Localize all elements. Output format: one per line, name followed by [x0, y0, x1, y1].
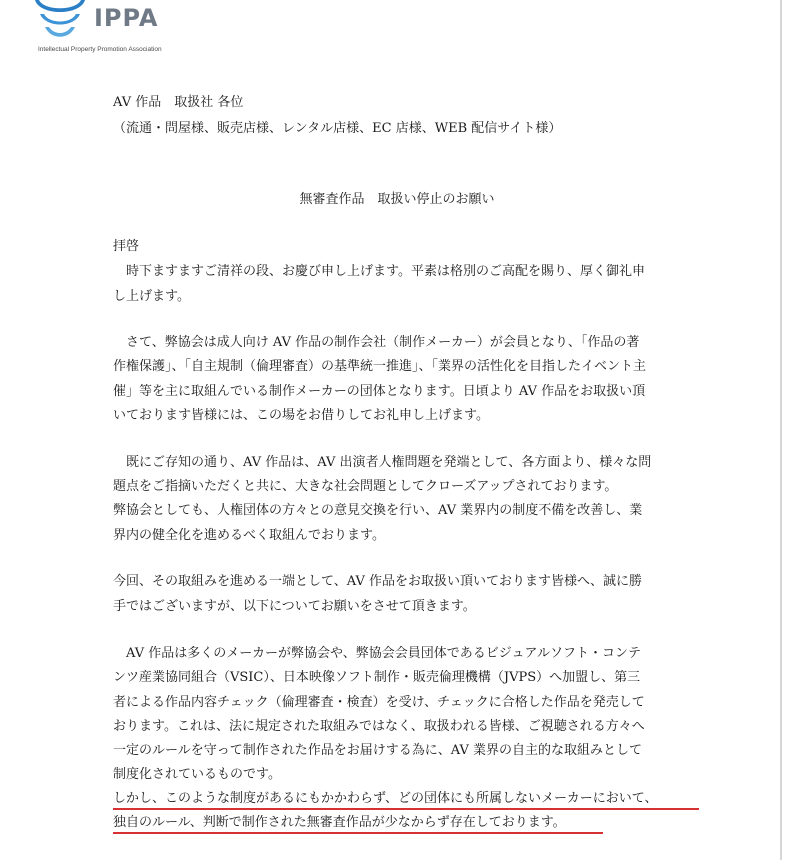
paragraph-2-line: さて、弊協会は成人向け AV 作品の制作会社（制作メーカー）が会員となり、「作品の著	[113, 335, 640, 350]
paragraph-5-line: AV 作品は多くのメーカーが弊協会や、弊協会会員団体であるビジュアルソフト・コンテ	[113, 646, 641, 661]
paragraph-4-line: 手ではございますが、以下についてお願いをさせて頂きます。	[113, 599, 476, 614]
red-underline	[113, 832, 603, 834]
page-edge-rule	[780, 0, 782, 860]
red-underline	[113, 808, 699, 810]
paragraph-4-line: 今回、その取組みを進める一端として、AV 作品をお取扱い頂いております皆様へ、誠に勝	[113, 574, 643, 589]
paragraph-3-line: 弊協会としても、人権団体の方々との意見交換を行い、AV 業界内の制度不備を改善し、業	[113, 503, 643, 518]
paragraph-5-line: おります。これは、法に規定された取組みではなく、取扱われる皆様、ご視聴される方々へ	[113, 719, 645, 734]
paragraph-5-line: 制度化されているものです。	[113, 767, 281, 782]
logo-subtitle: Intellectual Property Promotion Association	[38, 46, 162, 53]
paragraph-2-line: 催」等を主に取組んでいる制作メーカーの団体となります。日頃より AV 作品をお取扱い頂	[113, 384, 646, 399]
paragraph-1-line: 時下ますますご清祥の段、お慶び申し上げます。平素は格別のご高配を賜り、厚く御礼申	[113, 264, 645, 279]
paragraph-2-line: 作権保護」、「自主規制（倫理審査）の基準統一推進」、「業界の活性化を目指したイベント主	[113, 359, 647, 374]
paragraph-1-line: し上げます。	[113, 289, 190, 304]
ippa-logo	[32, 0, 192, 62]
paragraph-3-line: 題点をご指摘いただくと共に、大きな社会問題としてクローズアップされております。	[113, 479, 618, 494]
document-title: 無審査作品 取扱い停止のお願い	[299, 192, 495, 207]
salutation: 拝啓	[113, 239, 140, 254]
paragraph-3-line: 界内の健全化を進めるべく取組んでおります。	[113, 528, 385, 543]
addressee-line-1: AV 作品 取扱社 各位	[113, 95, 244, 110]
paragraph-2-line: いております皆様には、この場をお借りしてお礼申し上げます。	[113, 408, 489, 423]
paragraph-5-line: 者による作品内容チェック（倫理審査・検査）を受け、チェックに合格した作品を発売して	[113, 695, 645, 710]
paragraph-5-line: ンツ産業協同組合（VSIC）、日本映像ソフト制作・販売倫理機構（JVPS）へ加盟し、第三	[113, 670, 641, 685]
ippa-logo-mark-icon	[32, 0, 88, 44]
paragraph-3-line: 既にご存知の通り、AV 作品は、AV 出演者人権問題を発端として、各方面より、様々な問	[113, 455, 652, 470]
highlighted-line: しかし、このような制度があるにもかかわらず、どの団体にも所属しないメーカーにおいて、	[113, 791, 658, 806]
paragraph-5-line: 一定のルールを守って制作された作品をお届けする為に、AV 業界の自主的な取組みとして	[113, 743, 643, 758]
highlighted-line: 独自のルール、判断で制作された無審査作品が少なからず存在しております。	[113, 815, 566, 830]
addressee-line-2: （流通・問屋様、販売店様、レンタル店様、EC 店様、WEB 配信サイト様）	[113, 121, 562, 136]
logo-wordmark: IPPA	[94, 4, 159, 32]
